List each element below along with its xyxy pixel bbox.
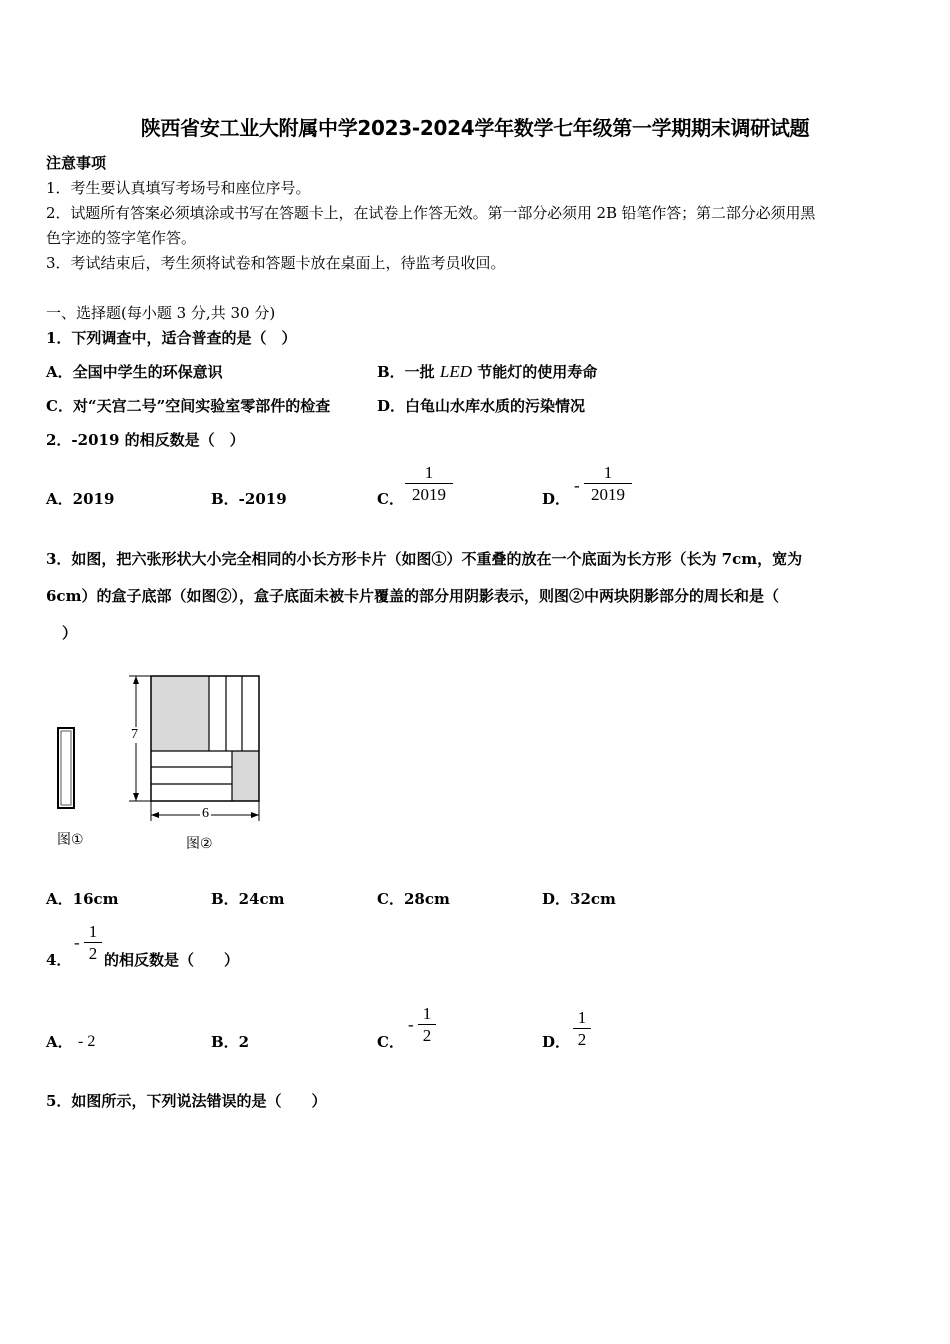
q3-figure-1-label: 图① — [57, 832, 84, 848]
q1-option-c: C．对“天宫二号”空间实验室零部件的检查 — [46, 397, 331, 415]
q4-option-d-fraction: 1 2 — [573, 1008, 591, 1051]
notice-item-1: 1．考生要认真填写考场号和座位序号。 — [46, 179, 311, 197]
q3-figure-2-label: 图② — [186, 836, 213, 852]
q2-option-c: C． — [377, 490, 404, 508]
q4-number: 4． — [46, 951, 72, 969]
notice-heading: 注意事项 — [46, 154, 107, 172]
q1-option-b: B．一批 LED 节能灯的使用寿命 — [377, 362, 598, 381]
section-heading: 一、选择题(每小题 3 分,共 30 分) — [46, 304, 276, 322]
q2-stem: 2．-2019 的相反数是（ ） — [46, 431, 245, 449]
q4-option-a: A． — [46, 1033, 73, 1051]
q4-option-a-value: - 2 — [78, 1033, 96, 1050]
q2-option-d: D． — [542, 490, 571, 508]
q3-figure-2 — [120, 668, 270, 828]
q5-stem: 5．如图所示，下列说法错误的是（ ） — [46, 1092, 327, 1110]
q4-stem-sign: - — [74, 933, 80, 952]
q4-stem-fraction: 1 2 — [84, 922, 102, 965]
q3-stem-line3: ） — [62, 624, 78, 642]
exam-title: 陕西省安工业大附属中学2023-2024学年数学七年级第一学期期末调研试题 — [140, 116, 810, 140]
q3-dim-7-arrow-top — [133, 676, 139, 684]
q3-dim-7-arrow-bottom — [133, 793, 139, 801]
q4-option-c-fraction: 1 2 — [418, 1004, 436, 1047]
q3-dim-6-arrow-left — [151, 812, 159, 818]
q3-option-b: B．24cm — [211, 890, 285, 908]
q3-dim-6-arrow-right — [251, 812, 259, 818]
q2-option-d-fraction: 1 2019 — [584, 463, 632, 506]
q3-dim-7-label: 7 — [131, 727, 138, 742]
q4-option-b: B．2 — [211, 1033, 250, 1051]
q2-option-a: A．2019 — [46, 490, 115, 508]
q2-option-d-sign: - — [574, 476, 580, 495]
q3-shade-bottom-right — [232, 751, 259, 801]
q3-card-rect — [58, 728, 74, 808]
q3-stem-line2: 6cm）的盒子底部（如图②），盒子底面未被卡片覆盖的部分用阴影表示，则图②中两块阴影部分的周长和是（ — [46, 587, 779, 605]
notice-item-2-cont: 色字迹的签字笔作答。 — [46, 229, 197, 247]
q3-option-d: D．32cm — [542, 890, 616, 908]
q2-option-c-fraction: 1 2019 — [405, 463, 453, 506]
q1-option-d: D．白龟山水库水质的污染情况 — [377, 397, 586, 415]
q1-stem: 1．下列调查中，适合普查的是（ ） — [46, 329, 297, 347]
q3-shade-top-left — [151, 676, 209, 751]
q4-stem-text: 的相反数是（ ） — [104, 951, 240, 969]
q3-stem-line1: 3．如图，把六张形状大小完全相同的小长方形卡片（如图①）不重叠的放在一个底面为长方形（长为 7cm，宽为 — [46, 550, 803, 568]
q3-option-c: C．28cm — [377, 890, 450, 908]
notice-item-3: 3．考试结束后，考生须将试卷和答题卡放在桌面上，待监考员收回。 — [46, 254, 506, 272]
q4-option-d: D． — [542, 1033, 571, 1051]
q1-option-a: A．全国中学生的环保意识 — [46, 363, 223, 381]
q3-dim-6-label: 6 — [202, 806, 209, 821]
q3-option-a: A．16cm — [46, 890, 119, 908]
q4-option-c: C． — [377, 1033, 404, 1051]
q2-option-b: B．-2019 — [211, 490, 287, 508]
notice-item-2: 2．试题所有答案必须填涂或书写在答题卡上，在试卷上作答无效。第一部分必须用 2B 铅笔作答；第二部分必须用黑 — [46, 204, 816, 222]
q4-option-c-sign: - — [408, 1015, 414, 1034]
